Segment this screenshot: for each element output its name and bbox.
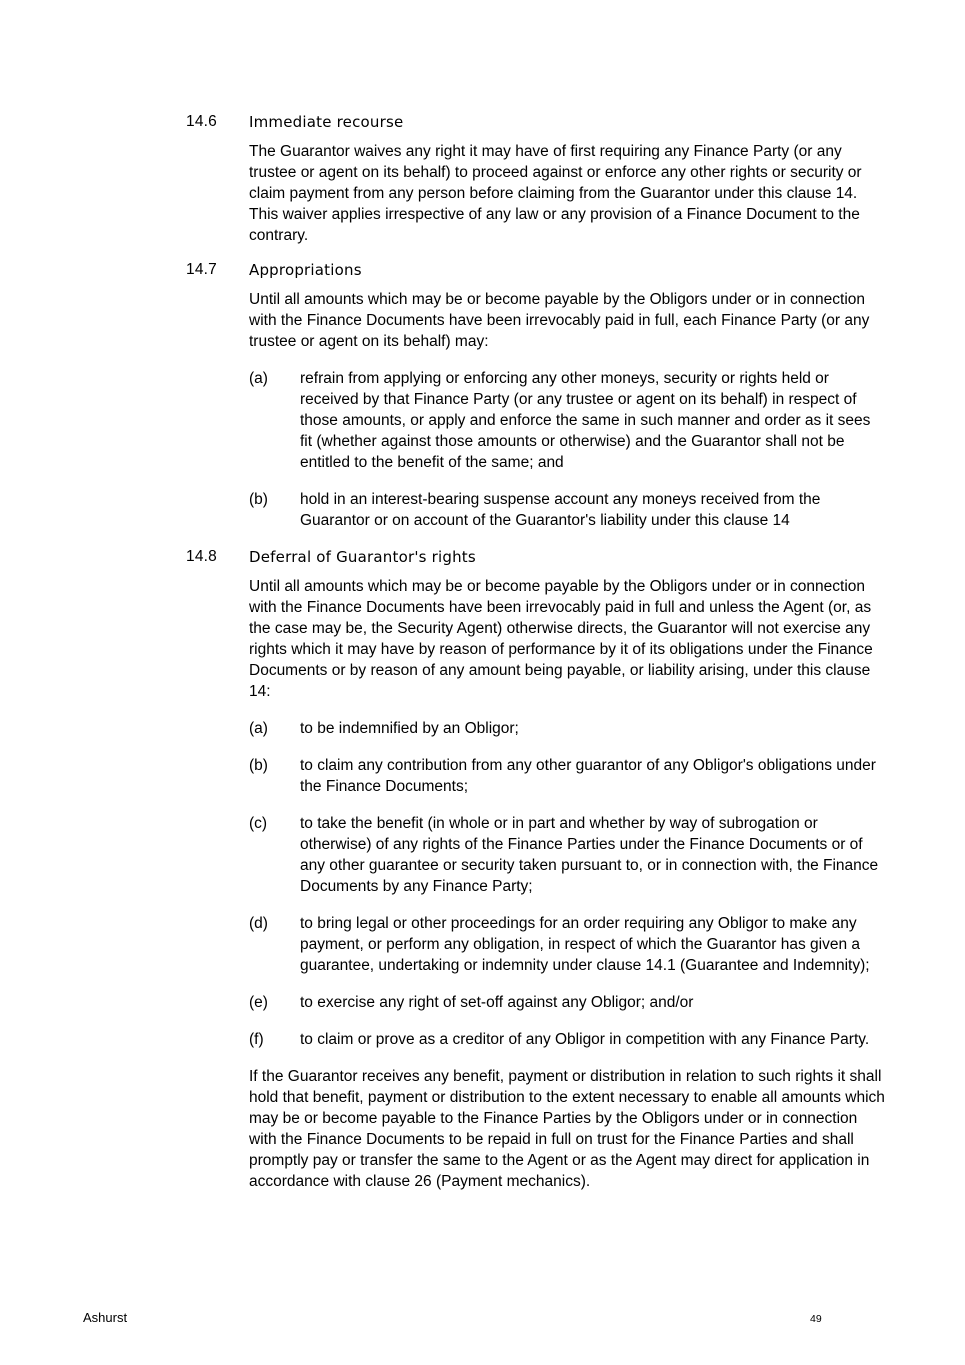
list-item-label: (f) (249, 1031, 264, 1048)
list-item-text: to claim any contribution from any other guarantor of any Obligor's obligations under the Finance Documents; (300, 757, 876, 795)
clause-14-6 (186, 113, 886, 246)
list-item (249, 813, 885, 897)
clause-heading (186, 548, 886, 570)
clause-14-8 (186, 548, 886, 1192)
clause-title: Immediate recourse (249, 113, 404, 131)
footer-page-number: 49 (810, 1313, 822, 1325)
list-item-label: (b) (249, 491, 268, 508)
clause-paragraph: Until all amounts which may be or become payable by the Obligors under or in connection with the Finance Documents have been irrevocably paid in full, each Finance Party (or any trustee or agent on its behalf) may: (249, 291, 870, 350)
list-item-label: (c) (249, 815, 268, 832)
list-item (249, 992, 885, 1013)
list-item-text: refrain from applying or enforcing any other moneys, security or rights held or received by that Finance Party (or any trustee or agent on its behalf) in respect of those amounts, or apply and enforce the same in such manner and order as it sees fit (whether against those amounts or otherwise) and the Guarantor shall not be entitled to the benefit of the same; and (300, 370, 871, 471)
list-item-label: (a) (249, 370, 268, 387)
clause-title: Deferral of Guarantor's rights (249, 548, 476, 566)
list-item (249, 755, 885, 797)
clause-number: 14.8 (186, 548, 217, 565)
list-item-text: hold in an interest-bearing suspense account any moneys received from the Guarantor or on account of the Guarantor's liability under this clause 14 (300, 491, 821, 529)
list-item-text: to claim or prove as a creditor of any Obligor in competition with any Finance Party. (300, 1031, 870, 1048)
list-item (249, 489, 885, 531)
clause-number: 14.7 (186, 261, 217, 278)
list-item-label: (a) (249, 720, 268, 737)
clause-paragraph: The Guarantor waives any right it may have of first requiring any Finance Party (or any trustee or agent on its behalf) to proceed against or enforce any other rights or security or claim payment from any person before claiming from the Guarantor under this clause 14. This waiver applies irrespective of any law or any provision of a Finance Document to the contrary. (249, 143, 862, 244)
clause-heading (186, 261, 886, 283)
list-item (249, 368, 885, 473)
list-item-text: to be indemnified by an Obligor; (300, 720, 519, 737)
clause-14-7 (186, 261, 886, 531)
list-item (249, 913, 885, 976)
list-item-text: to exercise any right of set-off against any Obligor; and/or (300, 994, 694, 1011)
clause-heading (186, 113, 886, 135)
list-item (249, 718, 885, 739)
clause-number: 14.6 (186, 113, 217, 130)
clause-paragraph: Until all amounts which may be or become payable by the Obligors under or in connection with the Finance Documents have been irrevocably paid in full and unless the Agent (or, as the case may be, the Security Agent) otherwise directs, the Guarantor will not exercise any rights which it may have by reason of performance by it of its obligations under the Finance Documents or by reason of any amount being payable, or liability arising, under this clause 14: (249, 578, 873, 700)
list-item (249, 1029, 885, 1050)
list-item-text: to bring legal or other proceedings for an order requiring any Obligor to make any payment, or perform any obligation, in respect of which the Guarantor has given a guarantee, undertaking or indemnity under clause 14.1 (Guarantee and Indemnity); (300, 915, 870, 974)
list-item-label: (e) (249, 994, 268, 1011)
footer-firm-name: Ashurst (83, 1310, 128, 1325)
list-item-label: (b) (249, 757, 268, 774)
clause-closing-paragraph: If the Guarantor receives any benefit, payment or distribution in relation to such rights it shall hold that benefit, payment or distribution to the extent necessary to enable all amounts which may be or become payable to the Finance Parties by the Obligors under or in connection with the Finance Documents to be repaid in full on trust for the Finance Parties and shall promptly pay or transfer the same to the Agent or as the Agent may direct for application in accordance with clause 26 (Payment mechanics). (249, 1068, 885, 1190)
list-item-text: to take the benefit (in whole or in part and whether by way of subrogation or otherwise) of any rights of the Finance Parties under the Finance Documents or of any other guarantee or security taken pursuant to, or in connection with, the Finance Documents by any Finance Party; (300, 815, 879, 895)
clause-title: Appropriations (249, 261, 362, 279)
list-item-label: (d) (249, 915, 268, 932)
